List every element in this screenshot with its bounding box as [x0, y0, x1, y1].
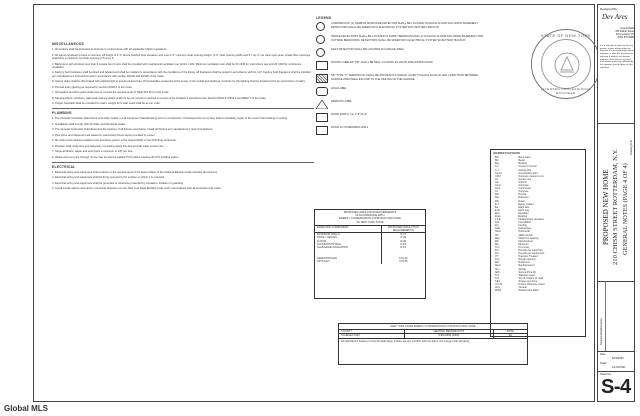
abbreviation-meaning: Down — [518, 199, 525, 203]
abbreviation-meaning: Bearing — [518, 162, 528, 166]
scale-label: Scale — [600, 362, 607, 365]
divider — [52, 162, 314, 163]
abbreviation-meaning: Maximum spacing — [518, 236, 539, 240]
abbreviation-code: Conc — [495, 184, 501, 188]
plumbing-note: 5. All cutting and patching related to the plumbing system is the responsibility of the Plumbing Contractor. — [52, 139, 177, 143]
abbreviation-code: Pcf — [495, 249, 499, 253]
misc-note: 6. Provide every glazing as required by section R308.4 of the Code. — [52, 85, 133, 89]
abbreviation-row — [493, 289, 583, 292]
drawing-title-label: Drawing Title — [630, 140, 633, 155]
abbreviation-code: Psf — [495, 252, 499, 256]
designer-contact — [600, 27, 634, 39]
abbreviation-code: O.C. — [495, 245, 501, 249]
legend-item — [316, 48, 484, 57]
abbreviation-code: Vert — [495, 286, 500, 290]
legend-text: DOOR WIDTH, I.E. 2'-8"x6'-8" — [331, 113, 367, 117]
plumbing-note: 2. Installation shall comply with All State and Municipal Codes. — [52, 122, 127, 126]
abbreviation-meaning: Galvanized — [518, 227, 531, 231]
abbreviation-code: T/O — [495, 276, 500, 280]
designer-contact-line: 350 Dalhar Street — [615, 30, 634, 33]
abbreviation-code: E.W. — [495, 208, 501, 212]
title-block — [597, 4, 635, 402]
abbreviation-meaning: Rough opening — [518, 258, 536, 262]
abbreviation-meaning: Ceiling joist — [518, 168, 532, 172]
notes-column — [52, 43, 314, 193]
abbreviation-code: SPF — [495, 270, 500, 274]
sheet-no-label: Sheet No. — [600, 373, 612, 376]
electrical-note: 2. Electrical wiring and equipment shall be firmly secured to the surface on which it is mounted. — [52, 176, 165, 180]
energy-header-hdd: HEATING DEGREE DAYS — [405, 330, 493, 334]
legend-symbol-icon — [316, 61, 328, 70]
insulation-value: R-21 — [400, 233, 407, 237]
abbreviation-meaning: Concrete masonry unit — [518, 174, 544, 178]
abbreviation-code: E.J. — [495, 202, 500, 206]
abbreviation-code: WWF — [495, 289, 502, 293]
abbreviation-meaning: On center — [518, 245, 530, 249]
insulation-col-value: PROPOSED INSULATION REQUIREMENTS — [381, 226, 425, 233]
abbreviation-meaning: Footing — [518, 224, 527, 228]
abbreviation-meaning: Concrete — [518, 190, 529, 194]
abbreviation-meaning: Pressure Treated — [518, 255, 538, 259]
abbreviation-meaning: Minimum — [518, 242, 529, 246]
insulation-component: SLAB EDGE INSULATION — [315, 246, 381, 249]
abbreviation-meaning: Stainless steel — [518, 273, 535, 277]
misc-note: 2. All egress windows to have a minimum sill height of 3'-0" above finished floor elevation and max 2'-0" minimum clear opening height, (1-6" clear opening width and 5.7 sq. ft. net clear open area. Grade floor openings shall have a minimum net clear opening of 5.0 sq. ft. — [52, 53, 311, 61]
drawing-sheet — [33, 4, 595, 402]
legend-text: SMOKE DETECTORS SHALL BE LOCATED IN EVERY BEDROOM AND (1) ON EACH FLOOR INCLUDING BASEMENT AND OUTSIDE BEDROOMS. DETECTORS SHALL BE WIRED INTO ELECTRICAL SYSTEM W/ BATTERY BACKUP. — [331, 35, 484, 42]
abbreviation-code: Ea — [495, 205, 499, 209]
abbreviation-code: Dbl — [495, 193, 499, 197]
abbreviations-heading: ABBREVIATIONS — [493, 151, 521, 155]
misc-note: 3. Bathrooms with windows less than 3 square feet in size shall be provided with mechanical ventilation per Article I-203. Minimum ventilation rate shall be 50 CFM for intermittent use and 20 CFM for continuous ventilation. — [52, 62, 302, 69]
energy-header-zone: ZONE — [493, 330, 527, 334]
legend-symbol-icon — [316, 113, 328, 122]
abbreviation-code: HP — [495, 233, 499, 237]
plumbing-heading: PLUMBING — [52, 110, 72, 115]
plumbing-note: 3. The General Contractor shall determine the location of all fixtures and drains. Install all fixtures per manufacturer's recommendations. — [52, 128, 214, 132]
abbreviation-code: Bm — [495, 159, 499, 163]
insulation-component: ROOF / CEILING — [315, 236, 381, 239]
insulation-row — [315, 249, 425, 260]
insulation-title-line: PROPOSED INSULATION REQUIREMENTS — [343, 211, 397, 214]
abbreviation-meaning: Welded wire fabric — [518, 289, 539, 293]
detector-symbol-icon — [316, 35, 325, 44]
abbreviation-code: Exist — [495, 214, 501, 218]
abbreviation-code: Cs — [495, 190, 499, 194]
misc-note: 5. Interior stairs shall be illuminated with artificial light to levels not less than 10 footcandles measured at the center of the treads and landings. Controls for the lighting shall be located at the top and bottom of stairs. — [52, 80, 306, 84]
detector-symbol-icon — [316, 22, 325, 31]
legend-symbol-icon — [316, 74, 328, 83]
abbreviation-code: Reinf — [495, 264, 501, 268]
abbreviation-meaning: Center Line — [518, 177, 532, 181]
legend-text: DOORS LABELED "FR" SHALL BE SELF-CLOSING 3/4 HOUR FIRE-RATED DOOR. — [331, 61, 434, 65]
plumbing-note: 1. The General Contractor shall check and verify location of all equipment (New/Existing) prior to construction. If discrepancies occur they shall immediately report to the owner their findings in writing. — [52, 117, 288, 121]
legend-text: HIGH LABEL — [331, 87, 347, 91]
alteration-warning: It is a violation of state law for any person, unless acting under the direction of a licensed professional engineer, to alter this document in any way. If altered, the altering engineer shall affix his seal and the notation altered by followed by his signature and the date of such alteration. — [600, 45, 634, 69]
abbreviations-box — [490, 149, 586, 337]
abbreviation-meaning: Pounds per cubic foot — [518, 249, 543, 253]
misc-heading: MISCELLANEOUS — [52, 42, 84, 46]
abbreviation-code: Dia — [495, 196, 499, 200]
seal-top-text: STATE OF NEW YORK — [540, 33, 592, 38]
insulation-value: U=0.30 — [399, 257, 408, 261]
misc-note: 1. All workers shall be protected at all times in conformance with all applicable OSHA regulations. — [52, 48, 168, 52]
insulation-row — [315, 260, 425, 263]
abbreviation-meaning: Reinforcement — [518, 264, 535, 268]
abbreviation-meaning: Pounds per square foot — [518, 252, 545, 256]
abbreviation-code: C.J. — [495, 168, 500, 172]
project-address: 210 CHISM STREET ROTTERDAM, N.Y. — [612, 148, 619, 265]
legend-text: A MINIMUM OF (1) CARBON MONOXIDE DETECTOR SHALL BE LOCATED ON EACH FLOOR INCLUDING BASEMENT. DETECTORS SHALL BE WIRED INTO ELECTRICAL SYSTEM WITH BATTERY BACKUP. — [331, 22, 479, 29]
plumbing-notes — [52, 117, 314, 159]
abbreviation-code: Ftg — [495, 224, 499, 228]
designer-contact-line: (518) 878-0088 — [617, 36, 634, 39]
insulation-grid — [315, 226, 425, 264]
abbreviation-meaning: Column — [518, 180, 528, 184]
abbreviation-code: Max — [495, 236, 500, 240]
electrical-note: 3. Electrical wiring and equipment shall be grounded or otherwise protected by insulation, isolation or guarding. — [52, 181, 184, 185]
abbreviation-meaning: Reference — [518, 261, 530, 265]
insulation-value: R-15 — [400, 242, 407, 246]
electrical-note: 1. Electrical wiring and equipment shall conform to the requirements of the latest edition of the National Electric Code including all revisions. — [52, 170, 218, 174]
electrical-note: 4. Install smoke alarms and carbon monoxide detectors per the New York State Building Code and in accordance with all local laws and codes. — [52, 187, 222, 191]
seal-emblem-icon — [552, 50, 582, 80]
abbreviation-meaning: Beam — [518, 159, 525, 163]
abbreviation-meaning: Base plate — [518, 156, 531, 160]
misc-notes — [52, 48, 314, 105]
revisions-label: Revisions/Submissions — [600, 318, 603, 345]
legend-items — [316, 22, 484, 135]
abbreviation-code: Sim — [495, 267, 500, 271]
insulation-table — [314, 209, 426, 299]
legend-item — [316, 22, 484, 31]
energy-note: All calculations based on zone 5A shall apply. If there are any conflicts with the plans, the energy code will apply. — [341, 339, 470, 343]
abbreviation-meaning: Top of, bottom of, slab — [518, 276, 543, 280]
abbreviation-code: Const — [495, 171, 502, 175]
insulation-component: SKYLIGHT — [315, 260, 381, 263]
abbreviation-meaning: Finished floor elevation — [518, 218, 545, 222]
abbreviation-code: Ref — [495, 261, 499, 265]
abbreviation-code: Brg — [495, 162, 499, 166]
abbreviation-meaning: Existing — [518, 214, 528, 218]
misc-note: 7. All headers and floor joists shall meet or exceed the requirements of Table 502.5(1) of the Code. — [52, 91, 170, 95]
abbreviation-code: F.F.E. — [495, 218, 502, 222]
divider — [52, 108, 314, 109]
electrical-notes — [52, 171, 314, 191]
sheet-number: S-4 — [601, 376, 631, 398]
abbreviation-code: C.L. — [495, 165, 500, 169]
abbreviation-meaning: Manufacturer — [518, 239, 534, 243]
abbreviation-meaning: 1000 pounds — [518, 233, 533, 237]
insulation-value: R-30 — [400, 239, 407, 243]
abbreviation-meaning: Diameter — [518, 196, 529, 200]
abbreviation-meaning: Center to Center — [518, 165, 537, 169]
abbreviation-meaning: Each way — [518, 208, 530, 212]
abbreviation-meaning: Vertical — [518, 286, 527, 290]
plumbing-note: 4. Pipe sizes and placement are based on preliminary fixture layout provided by owner. — [52, 133, 156, 137]
seal-bottom-text: LICENSED PROFESSIONAL ENGINEER — [541, 87, 591, 95]
abbreviation-code: DN — [495, 199, 499, 203]
abbreviation-code: CMU — [495, 174, 501, 178]
legend-item — [316, 126, 484, 135]
abbreviation-code: U.O.N. — [495, 283, 503, 287]
legend-symbol-icon — [316, 100, 328, 109]
detector-symbol-icon — [316, 48, 325, 57]
legend-text: 5/8" TYPE "X" SHEETROCK SHALL BE APPLIED IN A SINGLE LAYER TO EACH FACE OF WALL PARTITION BETWEEN GARAGE AND DWELLING AND TO THE CEILING OF THE GARAGE. — [331, 74, 478, 81]
insulation-value: R-49 — [400, 236, 407, 240]
energy-hdd: 5400-6999 (2000) — [405, 334, 493, 338]
abbreviation-code: Mfr — [495, 239, 499, 243]
energy-title: NEW YORK STATE ENERGY CONSERVATION CONSTRUCTION CODE — [339, 324, 527, 330]
abbreviation-code: CL — [495, 177, 499, 181]
legend-item — [316, 74, 484, 83]
insulation-component: FENESTRATION — [315, 249, 381, 260]
abbreviation-meaning: Unless otherwise noted — [518, 283, 545, 287]
energy-county: SCHENECTADY — [339, 334, 405, 338]
insulation-value: R-10 — [400, 246, 407, 250]
abbreviation-code: R.O. — [495, 258, 501, 262]
abbreviation-meaning: Horizontal — [518, 230, 530, 234]
abbreviation-code: Fdn — [495, 221, 500, 225]
abbreviation-code: Col — [495, 180, 499, 184]
misc-note: 8. Structural floor members, wall studs and top plates shall not be cut, bored or notched in excess of the limitations specified under Section R502.8, R602.6 and R802.7 of the Code. — [52, 96, 267, 100]
plumbing-note: 6. Plumber shall verify size and adequacy of existing waste line and provide water service line. — [52, 144, 165, 148]
insulation-title-line: ENERGY CONSERVATION CONSTRUCTION CODE — [339, 217, 401, 221]
legend-text: DOOR 12 ON BEARING WALL — [331, 126, 369, 130]
designer-contact-line: Ananta Malik — [620, 27, 634, 30]
plumbing-note: 8. Waste and vent pipe through house may be solvent welded PVC plastic meeting all NYS building codes. — [52, 155, 179, 159]
sheet-name: GENERAL NOTES (PAGE 4 OF 4) — [622, 163, 629, 255]
energy-zone: 5A — [493, 334, 527, 338]
insulation-value: U=0.55 — [399, 260, 408, 264]
engineer-seal — [531, 29, 601, 99]
abbreviation-meaning: Construction joint — [518, 171, 538, 175]
designer-contact-line: Schenectady, NY — [615, 33, 634, 36]
misc-note: 9. Proper handrails shall be provided for stairs. Height from stair tread shall be as per code. — [52, 102, 161, 106]
abbreviation-meaning: Epoxy coated — [518, 202, 534, 206]
insulation-col-component: ENVELOPE COMPONENT — [315, 226, 381, 233]
abbreviation-meaning: Continuous — [518, 187, 532, 191]
designer-logo: Dev Ares — [602, 13, 628, 21]
energy-header-county: COUNTY — [339, 330, 405, 334]
abbreviation-code: Cont — [495, 187, 501, 191]
insulation-title-line: IN ACCORDANCE WITH — [355, 214, 385, 218]
abbreviation-code: Min — [495, 242, 500, 246]
legend-text: HEAT DETECTOR SHALL BE LOCATED IN GARAGE AREA. — [331, 48, 405, 52]
watermark: Global MLS — [4, 404, 48, 413]
legend-column — [316, 17, 484, 139]
insulation-title-line: OF NEW YORK STATE — [356, 220, 384, 224]
abbreviation-meaning: Double — [518, 193, 527, 197]
abbreviation-code: Horiz — [495, 230, 501, 234]
electrical-heading: ELECTRICAL — [52, 164, 76, 169]
abbreviation-meaning: Each face — [518, 205, 530, 209]
date-label: Date — [600, 353, 606, 356]
date-value: 6/23/2025 — [612, 357, 624, 360]
legend-item — [316, 61, 484, 70]
abbreviation-code: Galv — [495, 227, 501, 231]
abbreviation-code: B.P. — [495, 156, 500, 160]
abbreviation-meaning: Elevation — [518, 211, 529, 215]
insulation-component: FLOOR — [315, 240, 381, 243]
abbreviation-meaning: Concrete — [518, 184, 529, 188]
legend-item — [316, 113, 484, 122]
abbreviation-meaning: Tongue & groove — [518, 279, 538, 283]
scale-value: AS NOTED — [612, 366, 626, 369]
legend-symbol-icon — [316, 126, 328, 135]
legend-heading: LEGEND — [316, 16, 332, 20]
abbreviation-code: T&G — [495, 279, 501, 283]
insulation-component: EXTERIOR WALLS — [315, 233, 381, 237]
legend-item — [316, 87, 484, 96]
plumbing-note: 7. Slope all drains, waste and vent pipes a minimum of 1/8" per foot. — [52, 150, 134, 154]
project-title: PROPOSED NEW HOME — [602, 169, 610, 245]
legend-symbol-icon — [316, 87, 328, 96]
misc-note: 4. Factory built fireplaces shall be listed and labeled and shall be installed in accordance with the conditions of the listing. All fireplaces shall be tested in accordance with UL 127. Factory built fireplaces shall be installed per manufacturer's instructions and in accordance with section R1004 and R1005 of the Code. — [52, 71, 311, 78]
abbreviation-meaning: Spruce-Pine-Fir — [518, 270, 536, 274]
legend-item — [316, 35, 484, 44]
abbreviation-code: S.S. — [495, 273, 500, 277]
legend-item — [316, 100, 484, 109]
abbreviation-code: Elev — [495, 211, 500, 215]
insulation-component: FOUNDATION WALL — [315, 243, 381, 246]
abbreviation-meaning: Similar — [518, 267, 527, 271]
legend-text: WINDOW LABEL — [331, 100, 352, 104]
abbreviation-meaning: Foundation — [518, 221, 531, 225]
abbreviation-code: P.T. — [495, 255, 499, 259]
insulation-title — [315, 210, 425, 226]
designer-label: Designed By: — [600, 7, 618, 11]
